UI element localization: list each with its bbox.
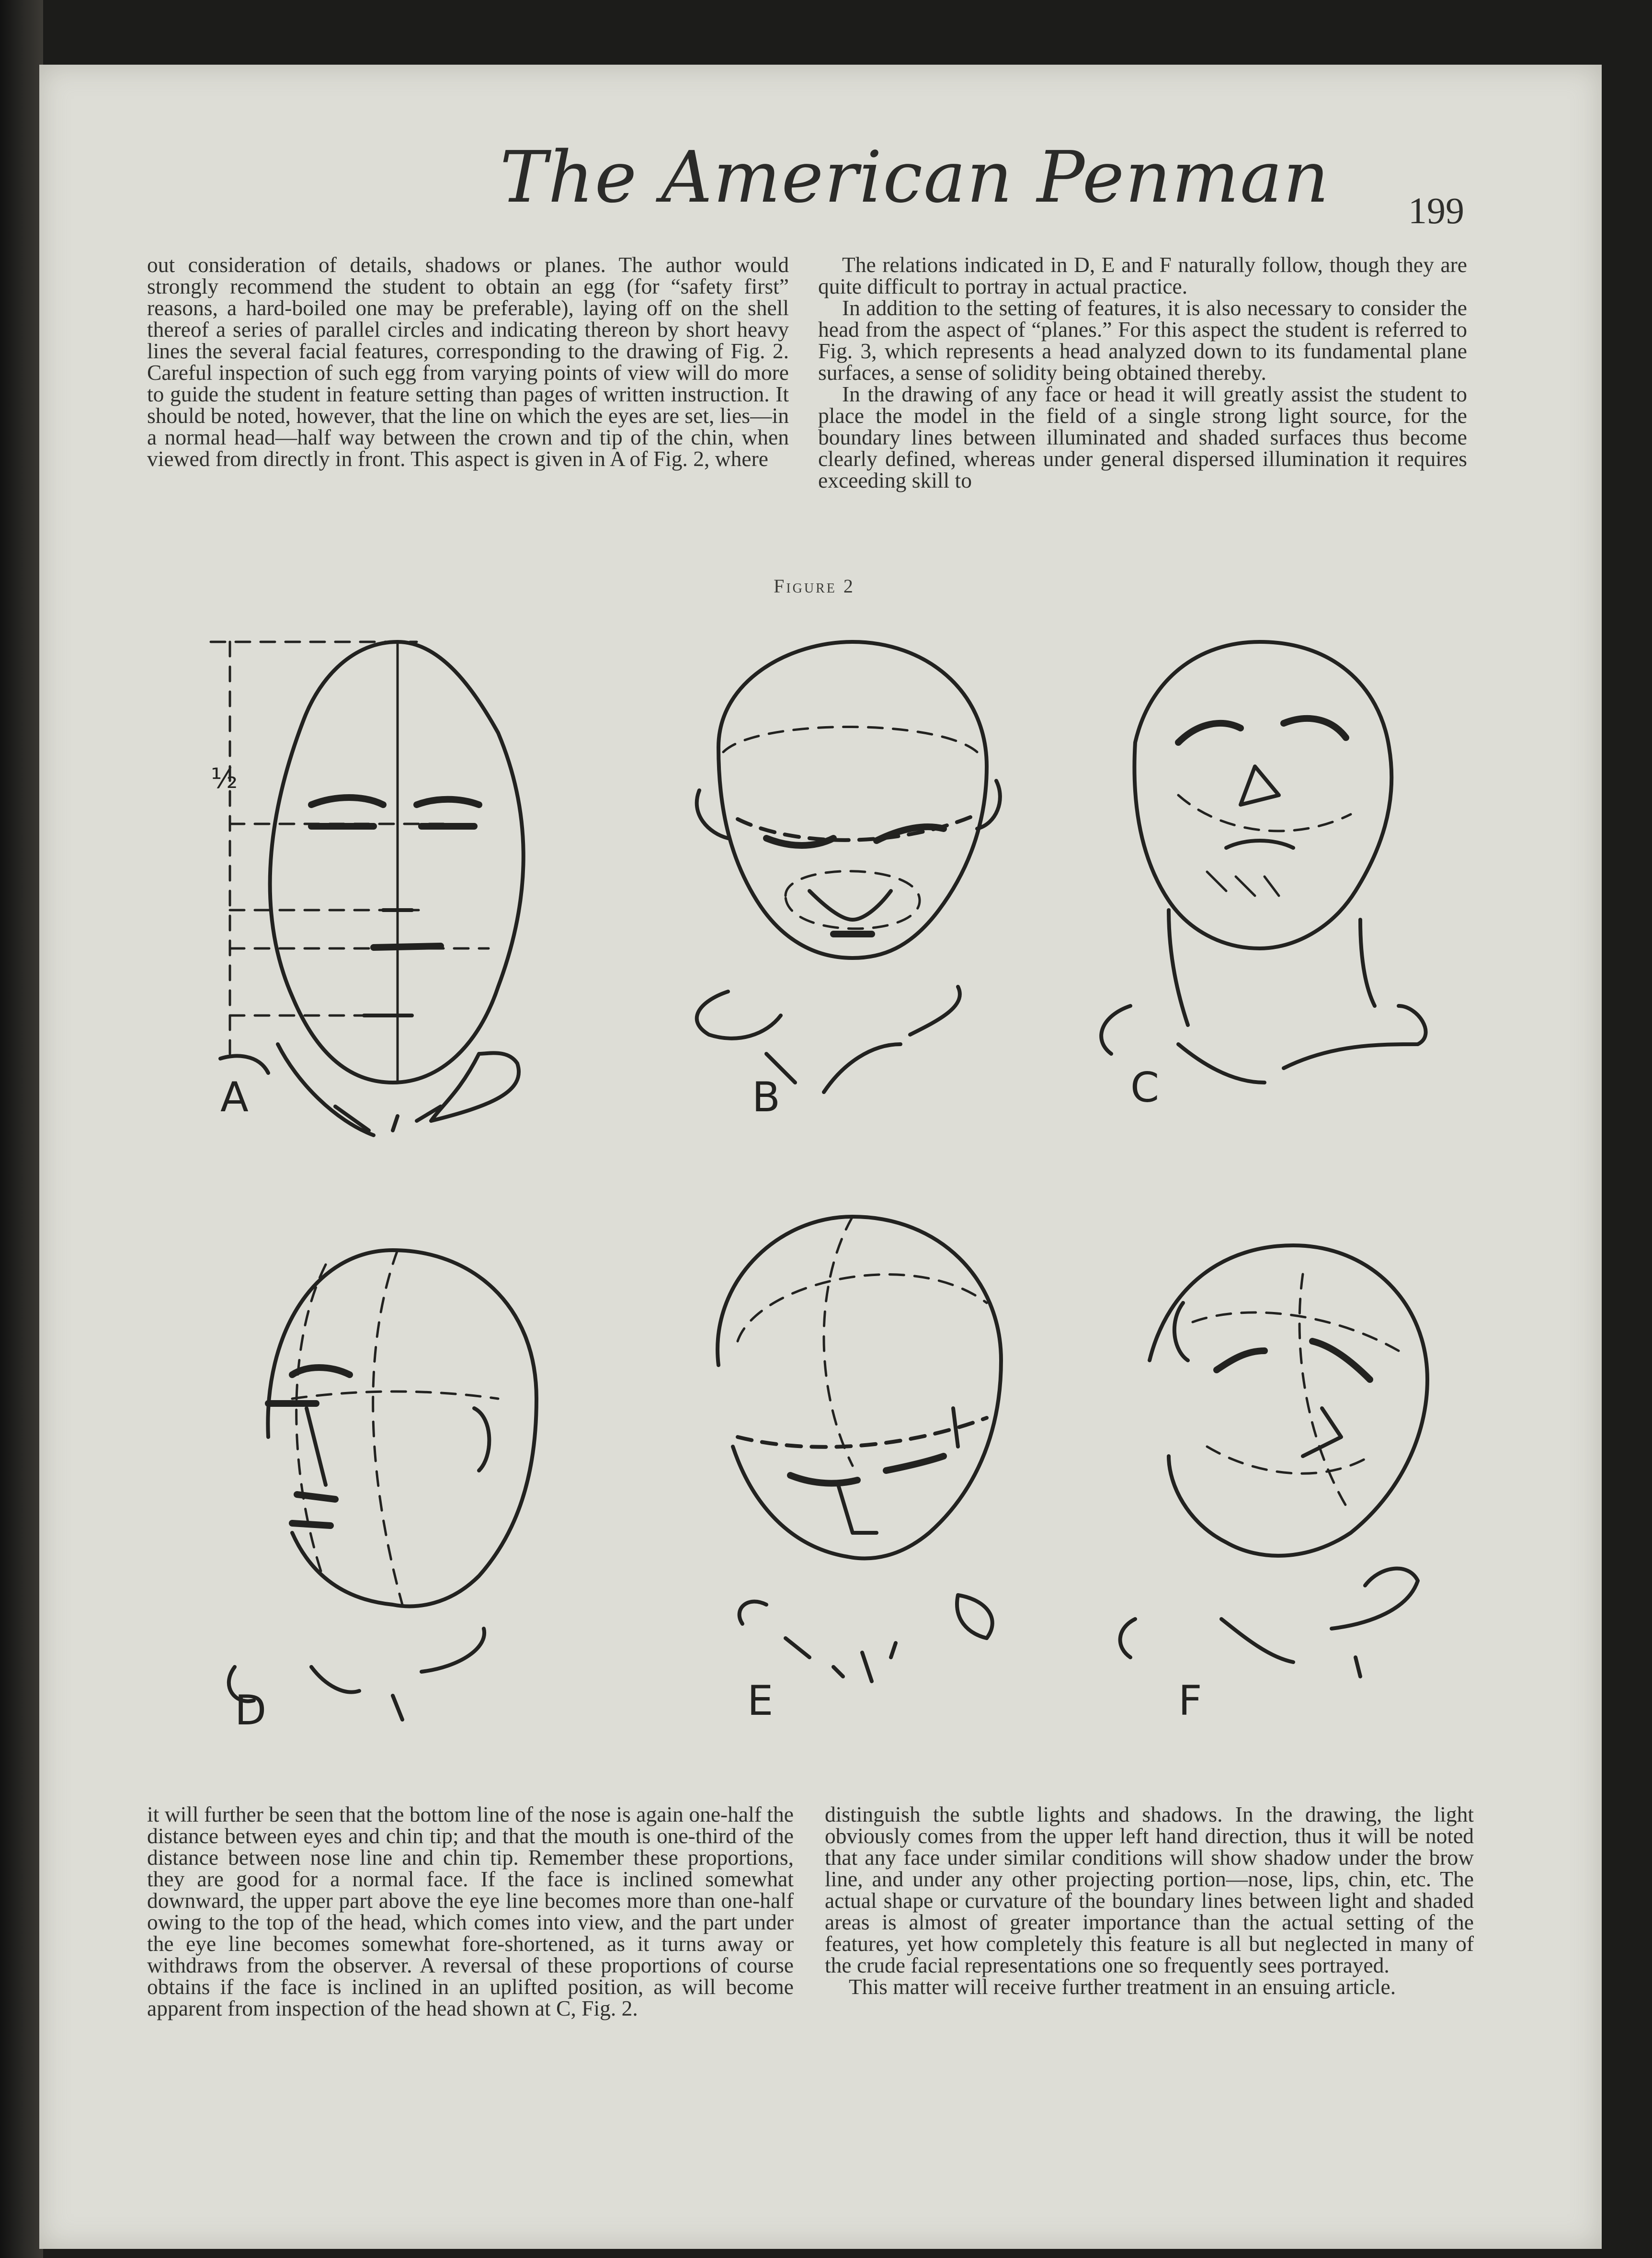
column-bottom-right	[825, 1803, 1474, 1997]
figure-caption: Figure 2	[774, 575, 855, 597]
head-drawing-d	[229, 1250, 536, 1734]
paragraph: This matter will receive further treatment in an ensuing article.	[849, 1974, 1396, 1999]
figure-2-head-drawings	[192, 623, 1485, 1739]
label-f: F	[1178, 1677, 1202, 1725]
head-drawing-e	[718, 1217, 1001, 1725]
paragraph: out consideration of details, shadows or planes. The author would strongly recommend the student to obtain an egg (for “safety first” reasons, a hard-boiled one may be preferable), laying off on the shell thereof a series of parallel circles and indicating thereon by short heavy lines the several facial features, corresponding to the drawing of Fig. 2. Careful inspection of such egg from varying points of view will do more to guide the student in feature setting than pages of written instruction. It should be noted, however, that the line on which the eyes are set, lies—in a normal head—half way between the crown and tip of the chin, when viewed from directly in front. This aspect is given in A of Fig. 2, where	[147, 252, 789, 471]
column-bottom-left	[147, 1803, 794, 2019]
masthead-title: The American Penman	[500, 136, 1330, 218]
page-number: 199	[1408, 190, 1464, 231]
head-drawing-c	[1101, 642, 1425, 1112]
head-drawing-f	[1120, 1245, 1427, 1725]
head-drawing-a	[211, 642, 524, 1135]
paragraph: distinguish the subtle lights and shadows. In the drawing, the light obviously comes from the upper left hand direction, thus it will be noted that any face under similar conditions will show shadow under the brow line, and under any other projecting portion—nose, lips, chin, etc. The actual shape or curvature of the boundary lines between light and shaded areas is almost of greater importance than the actual setting of the features, yet how completely this feature is all but neglected in many of the crude facial representations one so frequently sees portrayed.	[825, 1802, 1474, 1977]
column-top-left	[147, 254, 789, 469]
label-e: E	[747, 1677, 774, 1725]
label-a: A	[220, 1073, 249, 1121]
label-c: C	[1130, 1064, 1160, 1112]
paragraph: In the drawing of any face or head it will greatly assist the student to place the model in the field of a single strong light source, for the boundary lines between illuminated and shaded surfaces thus become clearly defined, whereas under general dispersed illumination it requires exceeding skill to	[818, 382, 1467, 492]
paragraph: The relations indicated in D, E and F naturally follow, though they are quite difficult to portray in actual practice.	[818, 252, 1467, 298]
column-top-right	[818, 254, 1467, 491]
label-d: D	[235, 1687, 267, 1734]
paragraph: it will further be seen that the bottom line of the nose is again one-half the distance between eyes and chin tip; and that the mouth is one-third of the distance between nose line and chin tip. Remember these proportions, they are good for a normal face. If the face is inclined somewhat downward, the upper part above the eye line becomes more than one-half owing to the top of the head, which comes into view, and the part under the eye line becomes somewhat fore-shortened, as it turns away or withdraws from the observer. A reversal of these proportions of course obtains if the face is inclined in an uplifted position, as will become apparent from inspection of the head shown at C, Fig. 2.	[147, 1802, 794, 2020]
masthead	[407, 120, 1442, 230]
scan-binding-edge	[0, 0, 43, 2258]
head-drawing-b	[697, 642, 1000, 1121]
paragraph: In addition to the setting of features, it is also necessary to consider the head from the aspect of “planes.” For this aspect the student is referred to Fig. 3, which represents a head analyzed down to its fundamental plane surfaces, a sense of solidity being obtained thereby.	[818, 296, 1467, 385]
half-mark-label: ½	[211, 762, 238, 795]
label-b: B	[752, 1073, 780, 1121]
